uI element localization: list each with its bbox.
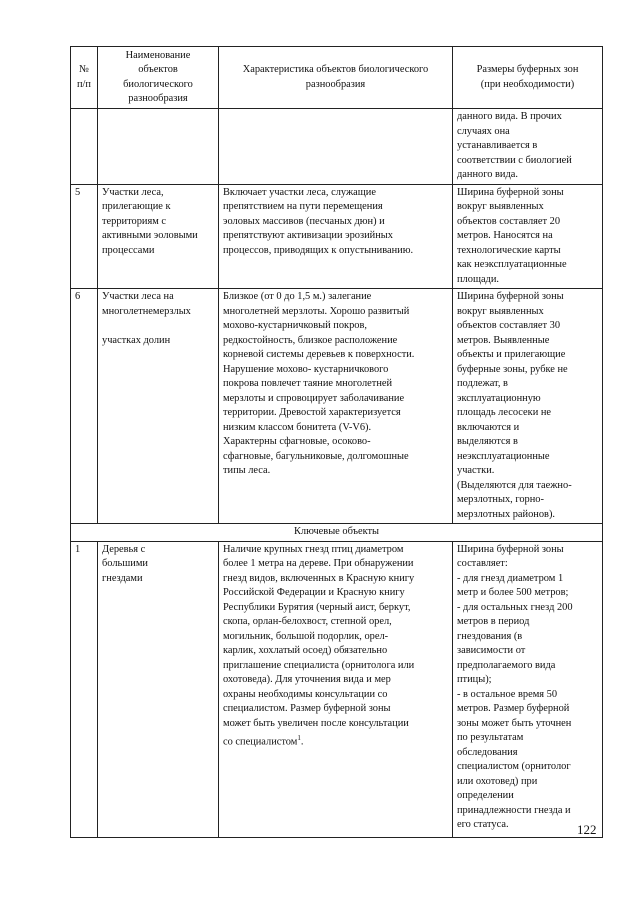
row-name: Участки леса на многолетнемерзлых участках долин [98,289,219,524]
characteristic-end: . [300,736,304,748]
footnote-marker: 1 [297,734,301,742]
table-header-row [71,47,603,109]
header-buffer-zone: Размеры буферных зон (при необходимости) [453,47,603,109]
table-row [71,109,603,185]
row-buffer-zone: Ширина буферной зоны вокруг выявленных объектов составляет 20 метров. Наносятся на технологические карты как неэксплуатационные площади. [453,184,603,289]
table-row [71,541,603,837]
table-row [71,184,603,289]
row-characteristic [219,541,453,837]
row-num: 6 [71,289,98,524]
row-characteristic [219,109,453,185]
row-buffer-zone: Ширина буферной зоны вокруг выявленных объектов составляет 30 метров. Выявленные объекты и прилегающие буферные зоны, рубке не подлежат, в эксплуатационную площадь лесосеки не включаются и выделяются в неэксплуатационные участки. (Выделяются для таежно- мерзлотных, горно- мерзлотных районов). [453,289,603,524]
row-num: 1 [71,541,98,837]
header-name: Наименование объектов биологического разнообразия [98,47,219,109]
row-name [98,109,219,185]
row-num: 5 [71,184,98,289]
table-row [71,289,603,524]
row-buffer-zone: данного вида. В прочих случаях она устанавливается в соответствии с биологией данного вида. [453,109,603,185]
row-name: Участки леса, прилегающие к территориям с активными эоловыми процессами [98,184,219,289]
header-characteristic: Характеристика объектов биологического разнообразия [219,47,453,109]
row-buffer-zone: Ширина буферной зоны составляет: - для гнезд диаметром 1 метр и более 500 метров; - для остальных гнезд 200 метров в период гнездования (в зависимости от предполагаемого вида птицы); - в остальное время 50 метров. Размер буферной зоны может быть уточнен по результатам обследования специалистом (орнитолог или охотовед) при определении принадлежности гнезда и его статуса. [453,541,603,837]
section-title: Ключевые объекты [71,524,603,542]
row-characteristic: Включает участки леса, служащие препятствием на пути перемещения эоловых массивов (песчаных дюн) и препятствуют активизации эрозийных процессов, приводящих к опустыниванию. [219,184,453,289]
page-number: 122 [577,822,597,837]
section-title-row [71,524,603,542]
header-num: № п/п [71,47,98,109]
characteristic-text: Наличие крупных гнезд птиц диаметром более 1 метра на дереве. При обнаружении гнезд видов, включенных в Красную книгу Российской Федерации и Красную книгу Республики Бурятия (черный аист, беркут, скопа, орлан-белохвост, степной орел, могильник, большой подорлик, орел- карлик, хохлатый осоед) обязательно приглашение специалиста (орнитолога или охотоведа). Для уточнения вида и мер охраны необходимы консультации со специалистом. Размер буферной зоны может быть увеличен после консультации со специалистом [223,543,415,748]
row-num [71,109,98,185]
row-characteristic: Близкое (от 0 до 1,5 м.) залегание многолетней мерзлоты. Хорошо развитый мохово-кустарничковый покров, редкостойность, близкое расположение корневой системы деревьев к поверхности. Нарушение мохово- кустарничкового покрова повлечет таяние многолетней мерзлоты и спровоцирует заболачивание территории. Древостой характеризуется низким классом бонитета (V-V6). Характерны сфагновые, осоково- сфагновые, багульниковые, долгомошные типы леса. [219,289,453,524]
row-name: Деревья с большими гнездами [98,541,219,837]
biodiversity-table [70,46,603,838]
